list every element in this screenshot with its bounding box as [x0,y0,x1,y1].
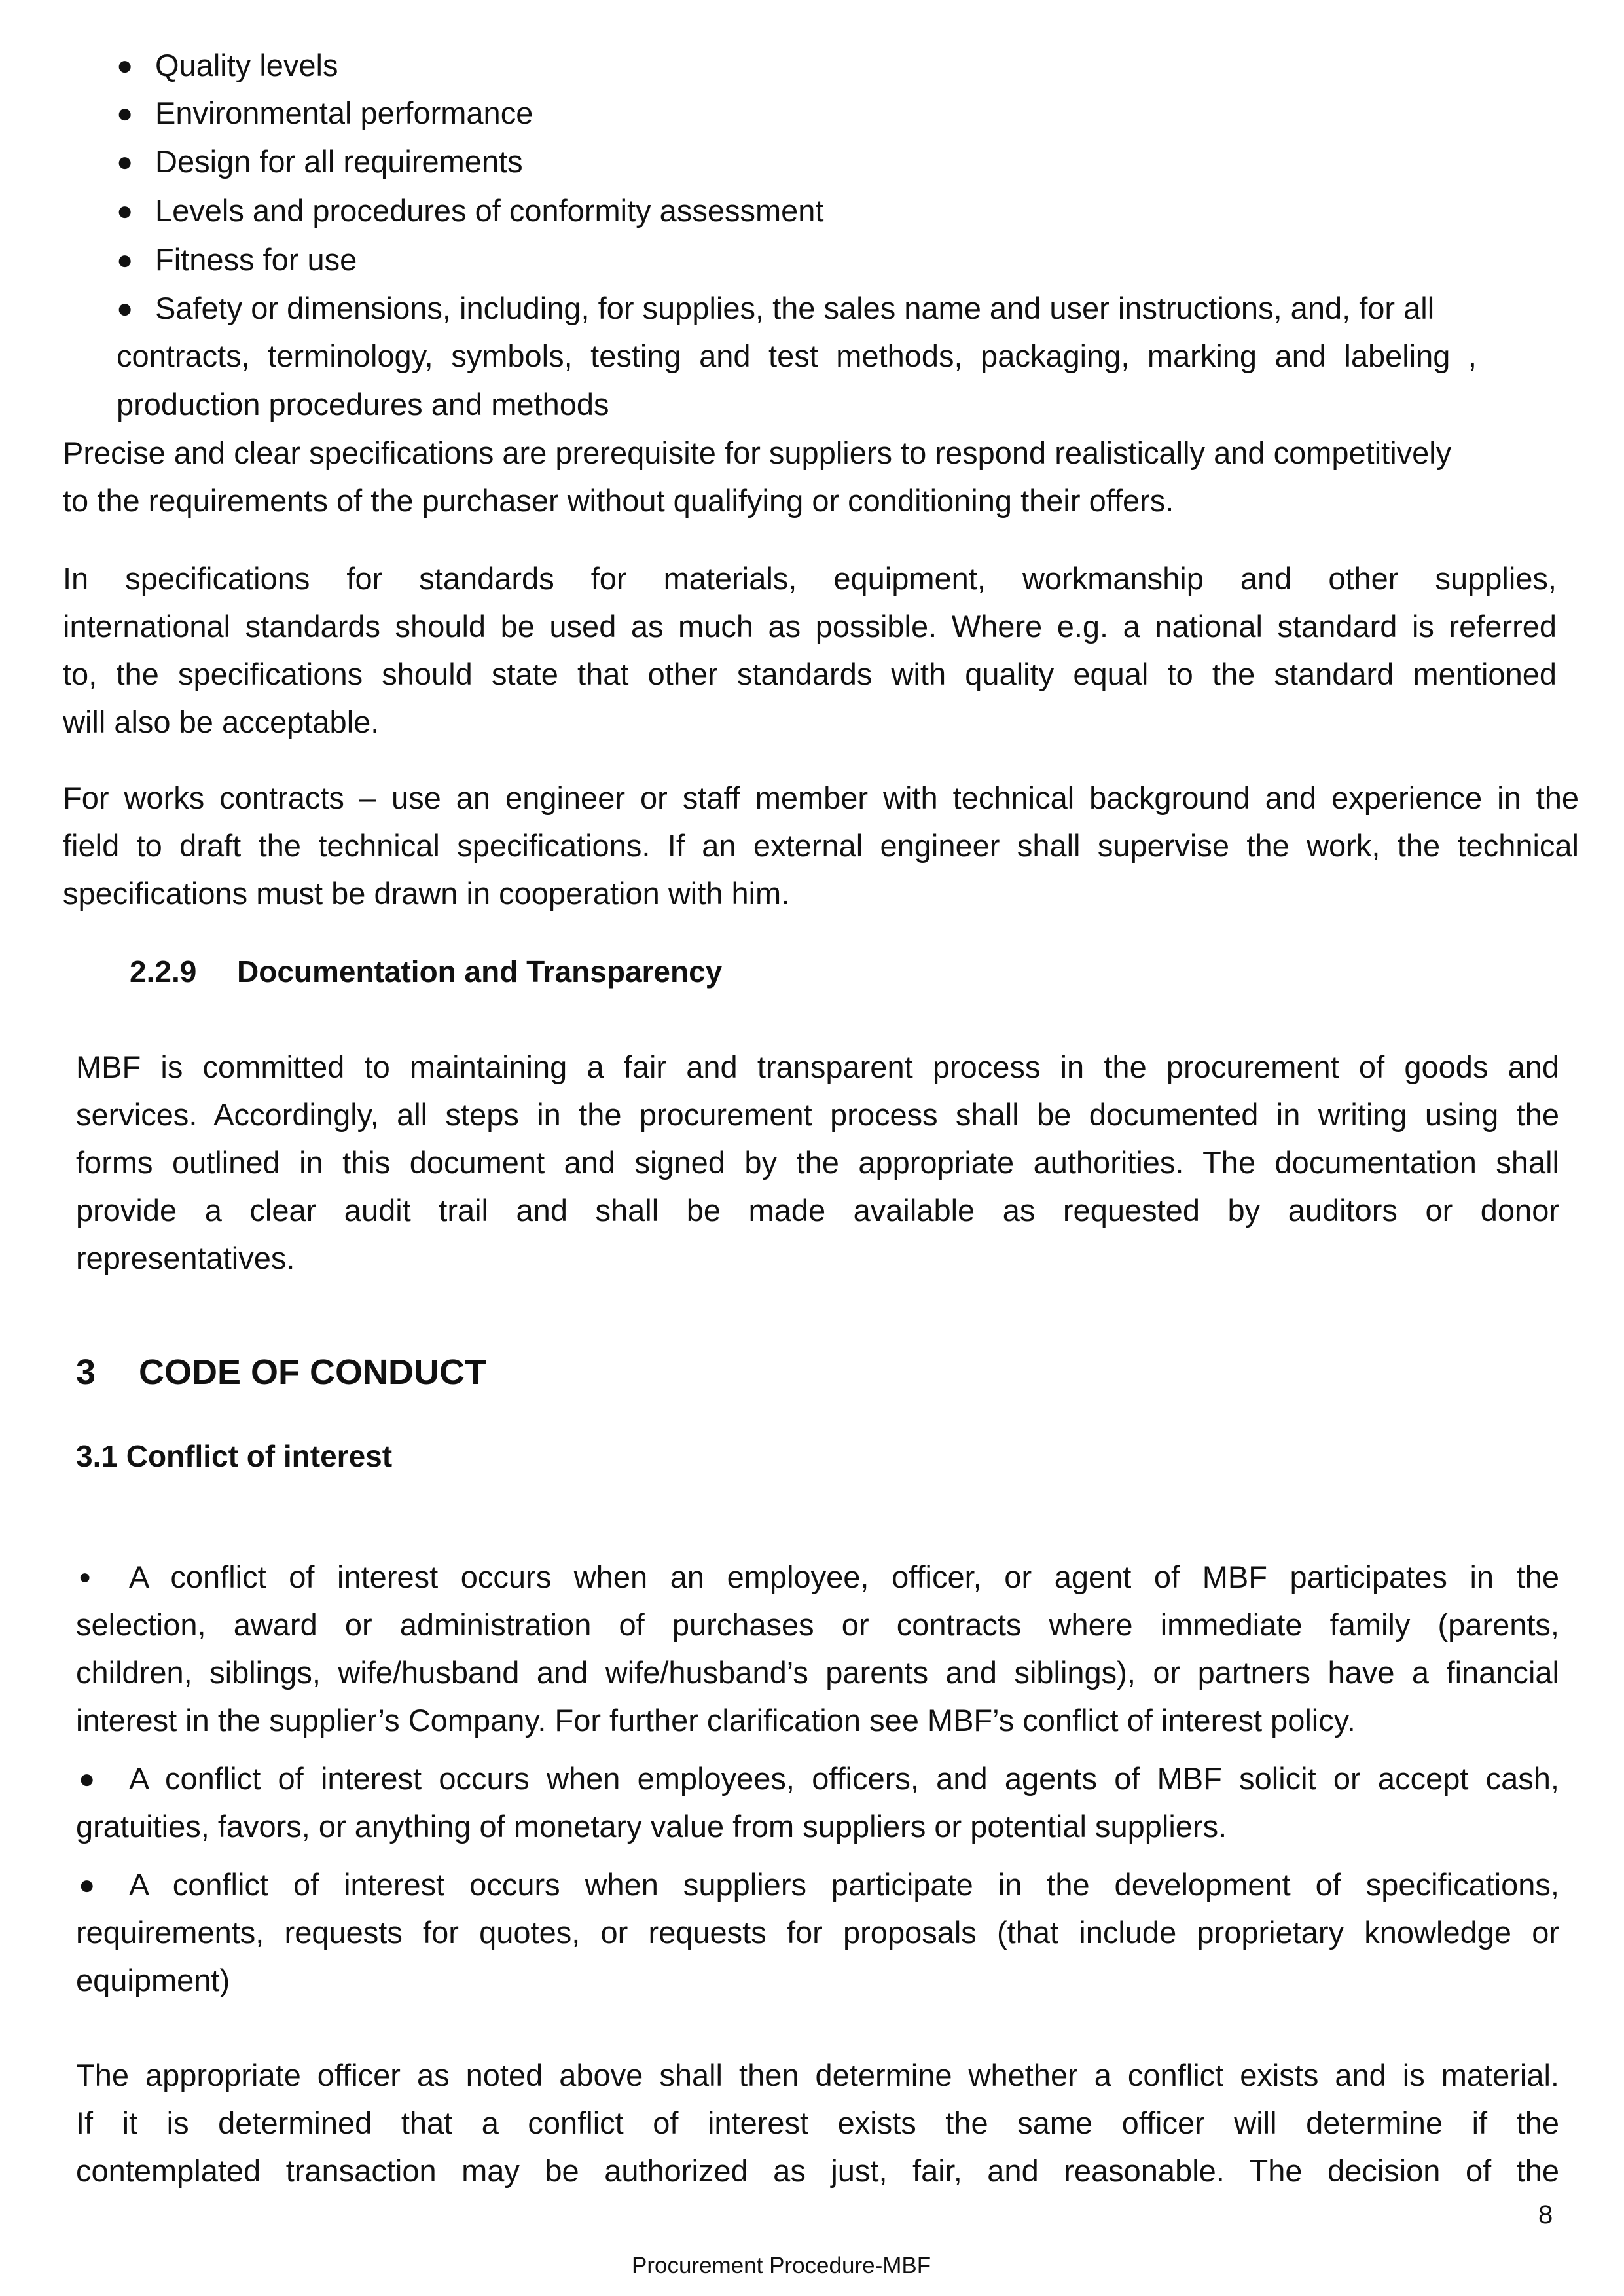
paragraph-line: If it is determined that a conflict of interest exists the same officer will determine if the [76,2105,1559,2140]
section-number: 2.2.9 [130,955,197,989]
bullet-dot-icon: ● [117,50,134,81]
spec-bullet: Levels and procedures of conformity assessment [155,193,824,228]
coi-bullet-continued: interest in the supplier’s Company. For further clarification see MBF’s conflict of interest policy. [76,1703,1356,1738]
paragraph-line: to the requirements of the purchaser without qualifying or conditioning their offers. [63,483,1174,518]
coi-bullet: A conflict of interest occurs when employees, officers, and agents of MBF solicit or accept cash, [129,1761,1559,1796]
spec-bullet: Quality levels [155,48,338,82]
spec-bullet: Environmental performance [155,96,533,130]
paragraph-line: will also be acceptable. [63,704,380,739]
coi-bullet: A conflict of interest occurs when an employee, officer, or agent of MBF participates in the [129,1559,1559,1594]
paragraph-line: field to draft the technical specifications. If an external engineer shall supervise the work, the technical [63,828,1579,863]
paragraph-line: forms outlined in this document and signed by the appropriate authorities. The documentation shall [76,1145,1559,1180]
coi-bullet-continued: equipment) [76,1963,230,1997]
spec-bullet: Fitness for use [155,242,357,277]
paragraph-line: services. Accordingly, all steps in the procurement process shall be documented in writing using the [76,1097,1559,1132]
page-footer: Procurement Procedure-MBF [632,2253,931,2278]
coi-bullet-continued: children, siblings, wife/husband and wife/husband’s parents and siblings), or partners have a financial [76,1655,1559,1690]
section-heading: Documentation and Transparency [237,955,723,989]
coi-bullet-continued: requirements, requests for quotes, or requests for proposals (that include proprietary knowledge or [76,1915,1559,1950]
spec-bullet-continued: production procedures and methods [117,387,609,422]
spec-bullet: Safety or dimensions, including, for supplies, the sales name and user instructions, and, for all [155,291,1435,325]
bullet-dot-icon: ● [79,1763,96,1794]
paragraph-line: Precise and clear specifications are prerequisite for suppliers to respond realistically and competitively [63,435,1452,470]
paragraph-line: contemplated transaction may be authorized as just, fair, and reasonable. The decision of the [76,2153,1559,2188]
page-number: 8 [1538,2200,1553,2229]
paragraph-line: representatives. [76,1241,295,1275]
spec-bullet: Design for all requirements [155,144,523,179]
chapter-number: 3 [76,1353,96,1392]
coi-bullet-continued: selection, award or administration of purchases or contracts where immediate family (parents, [76,1607,1559,1642]
bullet-dot-icon: ● [117,244,134,275]
bullet-dot-icon: ● [117,98,134,128]
paragraph-line: In specifications for standards for materials, equipment, workmanship and other supplies, [63,561,1557,596]
spec-bullet-continued: contracts, terminology, symbols, testing and test methods, packaging, marking and labeling , [117,338,1477,373]
bullet-dot-icon: ● [117,146,134,177]
bullet-dot-icon: ● [79,1869,96,1900]
subsection-heading: 3.1 Conflict of interest [76,1439,393,1473]
bullet-dot-icon: ● [117,293,134,323]
paragraph-line: MBF is committed to maintaining a fair and transparent process in the procurement of goods and [76,1049,1559,1084]
bullet-dot-icon: ● [79,1565,92,1588]
paragraph-line: international standards should be used as much as possible. Where e.g. a national standard is referred [63,609,1557,644]
paragraph-line: provide a clear audit trail and shall be made available as requested by auditors or donor [76,1193,1559,1228]
paragraph-line: to, the specifications should state that other standards with quality equal to the standard mentioned [63,657,1557,691]
coi-bullet: A conflict of interest occurs when suppliers participate in the development of specifications, [129,1867,1559,1902]
paragraph-line: For works contracts – use an engineer or staff member with technical background and experience in the [63,780,1579,815]
paragraph-line: specifications must be drawn in cooperation with him. [63,876,790,911]
bullet-dot-icon: ● [117,195,134,226]
paragraph-line: The appropriate officer as noted above shall then determine whether a conflict exists and is material. [76,2058,1559,2092]
chapter-heading: CODE OF CONDUCT [139,1353,486,1392]
coi-bullet-continued: gratuities, favors, or anything of monetary value from suppliers or potential suppliers. [76,1809,1227,1844]
